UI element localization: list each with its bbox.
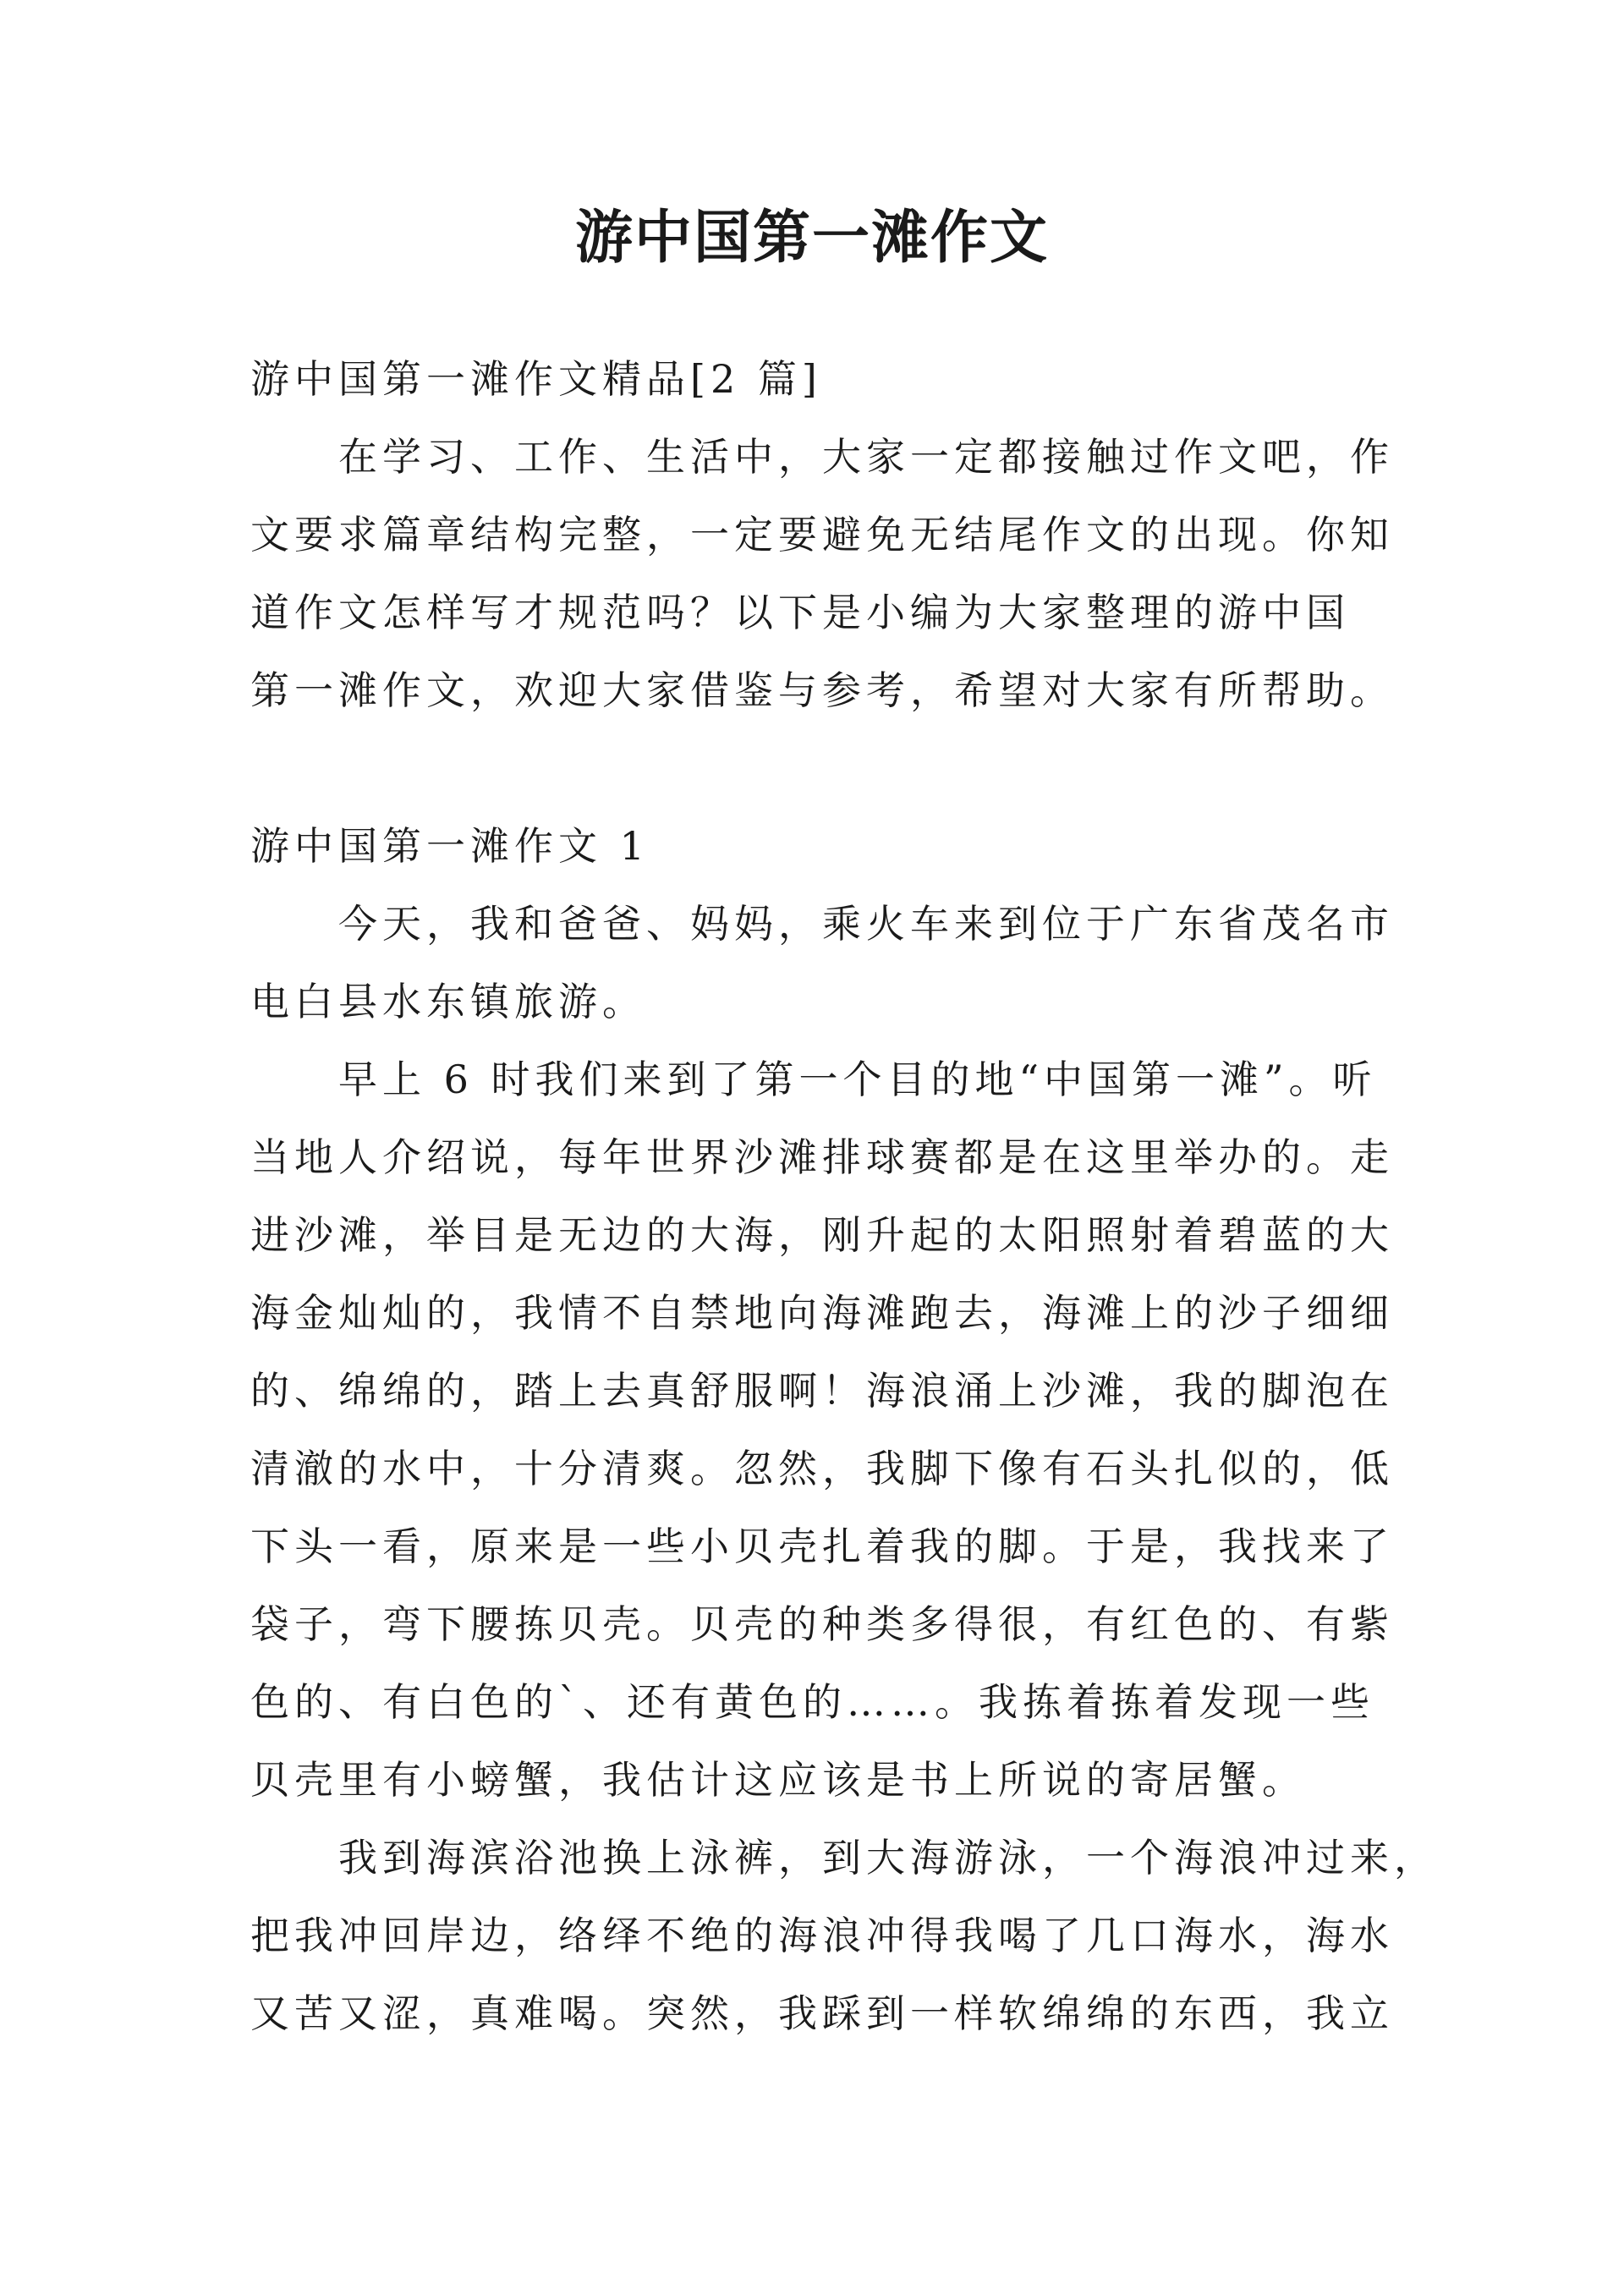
document-body	[250, 340, 1438, 2052]
para2-line: 的、绵绵的，踏上去真舒服啊！海浪涌上沙滩，我的脚泡在	[250, 1368, 1394, 1414]
intro-line: 文要求篇章结构完整，一定要避免无结尾作文的出现。你知	[250, 512, 1394, 557]
document-subtitle: 游中国第一滩作文精品[2 篇]	[250, 356, 822, 402]
document-title: 游中国第一滩作文	[574, 205, 1049, 272]
para3-line: 又苦又涩，真难喝。突然，我踩到一样软绵绵的东西，我立	[250, 1990, 1394, 2036]
para3-line: 把我冲回岸边，络绎不绝的海浪冲得我喝了几口海水，海水	[250, 1913, 1394, 1958]
para3-line: 我到海滨浴池换上泳裤，到大海游泳，一个海浪冲过来，	[338, 1835, 1438, 1880]
para2-line: 色的、有白色的`、还有黄色的……。我拣着拣着发现一些	[250, 1679, 1374, 1725]
para2-line: 早上 6 时我们来到了第一个目的地“中国第一滩”。听	[338, 1057, 1377, 1102]
para1-line: 今天，我和爸爸、妈妈，乘火车来到位于广东省茂名市	[338, 901, 1394, 947]
para2-line: 进沙滩，举目是无边的大海，刚升起的太阳照射着碧蓝的大	[250, 1212, 1394, 1258]
para2-line: 海金灿灿的，我情不自禁地向海滩跑去，海滩上的沙子细细	[250, 1290, 1394, 1336]
intro-line: 第一滩作文，欢迎大家借鉴与参考，希望对大家有所帮助。	[250, 667, 1394, 713]
intro-line: 在学习、工作、生活中，大家一定都接触过作文吧，作	[338, 434, 1394, 480]
para2-line: 袋子，弯下腰拣贝壳。贝壳的种类多得很，有红色的、有紫	[250, 1601, 1394, 1647]
para2-line: 清澈的水中，十分清爽。忽然，我脚下像有石头扎似的，低	[250, 1446, 1394, 1491]
para1-line: 电白县水东镇旅游。	[250, 979, 646, 1024]
section-heading: 游中国第一滩作文 1	[250, 823, 650, 869]
paragraph-gap	[250, 729, 1384, 807]
para2-line: 下头一看，原来是一些小贝壳扎着我的脚。于是，我找来了	[250, 1524, 1394, 1569]
para2-line: 当地人介绍说，每年世界沙滩排球赛都是在这里举办的。走	[250, 1134, 1394, 1180]
intro-line: 道作文怎样写才规范吗？以下是小编为大家整理的游中国	[250, 590, 1350, 635]
para2-line: 贝壳里有小螃蟹，我估计这应该是书上所说的寄居蟹。	[250, 1757, 1306, 1803]
